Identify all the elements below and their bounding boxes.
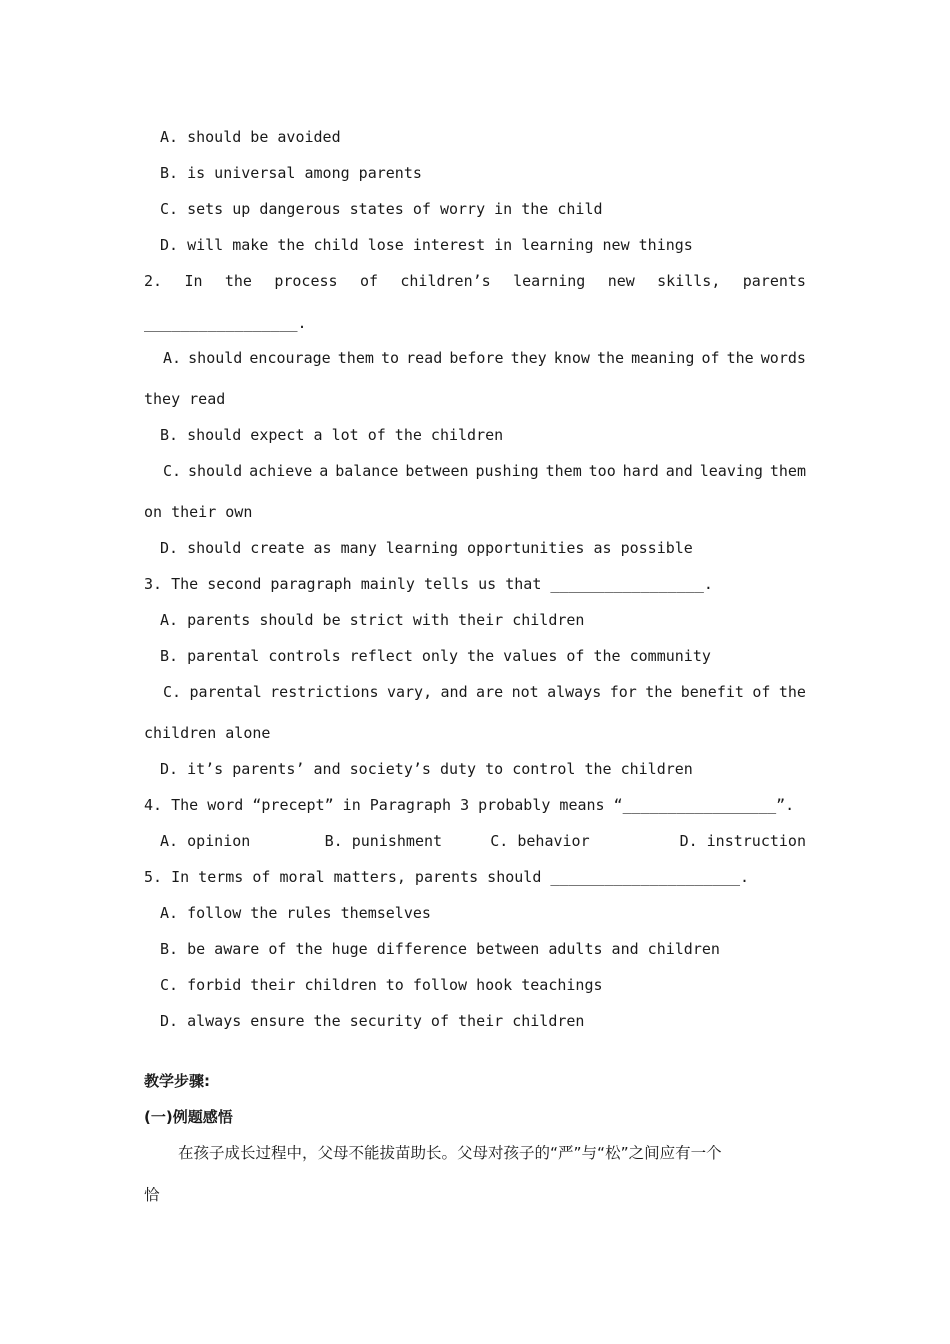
q4-option-b: B. punishment — [324, 832, 443, 850]
q2-option-b: B. should expect a lot of the children — [160, 426, 504, 444]
teaching-paragraph-line1: 在孩子成长过程中，父母不能拔苗助长。父母对孩子的“严”与“松”之间应有一个 — [178, 1144, 722, 1162]
q4-option-a: A. opinion — [160, 832, 251, 850]
q5-stem: 5. In terms of moral matters, parents should _____________________. — [144, 868, 750, 886]
q5-option-d: D. always ensure the security of their children — [160, 1012, 585, 1030]
q4-options — [160, 830, 806, 852]
q3-option-d: D. it’s parents’ and society’s duty to control the children — [160, 760, 693, 778]
q2-option-c: C. should achieve a balance between pushing them too hard and leaving them — [163, 462, 806, 480]
q1-option-c: C. sets up dangerous states of worry in the child — [160, 200, 603, 218]
q4-option-d: D. instruction — [679, 832, 806, 850]
q2-option-d: D. should create as many learning opportunities as possible — [160, 539, 693, 557]
q3-option-c-cont: children alone — [144, 724, 271, 742]
teaching-steps-heading: 教学步骤: — [144, 1072, 210, 1090]
q2-option-a: A. should encourage them to read before they know the meaning of the words — [163, 349, 806, 367]
q4-option-c: C. behavior — [490, 832, 590, 850]
q1-option-d: D. will make the child lose interest in learning new things — [160, 236, 693, 254]
q5-option-c: C. forbid their children to follow hook teachings — [160, 976, 603, 994]
q1-option-b: B. is universal among parents — [160, 164, 422, 182]
q2-option-a-cont: they read — [144, 390, 226, 408]
q3-option-a: A. parents should be strict with their children — [160, 611, 585, 629]
q1-option-a: A. should be avoided — [160, 128, 341, 146]
example-subheading: (一)例题感悟 — [144, 1108, 233, 1126]
q3-stem: 3. The second paragraph mainly tells us that _________________. — [144, 575, 713, 593]
q3-option-c: C. parental restrictions vary, and are not always for the benefit of the — [163, 683, 806, 701]
q3-option-b: B. parental controls reflect only the values of the community — [160, 647, 711, 665]
q5-option-a: A. follow the rules themselves — [160, 904, 431, 922]
q2-stem: 2. In the process of children’s learning new skills, parents — [144, 272, 806, 290]
teaching-paragraph-line2: 恰 — [144, 1186, 160, 1204]
q5-option-b: B. be aware of the huge difference between adults and children — [160, 940, 720, 958]
q2-option-c-cont: on their own — [144, 503, 253, 521]
q4-stem: 4. The word “precept” in Paragraph 3 probably means “_________________”. — [144, 796, 795, 814]
q2-stem-blank: _________________. — [144, 314, 307, 332]
